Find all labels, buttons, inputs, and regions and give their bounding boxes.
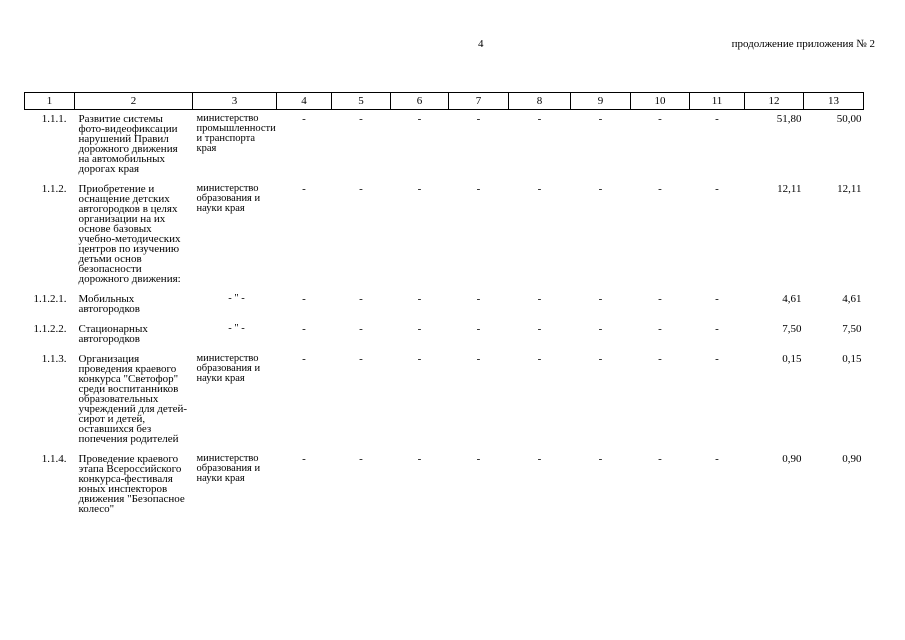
cell-value: - <box>417 293 422 305</box>
item-name: Развитие системы фото-видеофиксации нарушений Правил дорожного движения на автомобильных дорогах края <box>78 113 178 175</box>
cell-value: 12,11 <box>837 183 862 195</box>
item-name: Проведение краевого этапа Всероссийского конкурса-фестиваля юных инспекторов движения "Безопасное колесо" <box>78 453 185 515</box>
cell-value: 0,90 <box>782 453 802 465</box>
item-executor: министерство образования и науки края <box>196 453 261 484</box>
cell-value: - <box>302 183 306 195</box>
column-header: 12 <box>745 93 804 110</box>
cell-value: - <box>598 323 603 335</box>
cell-value: 50,00 <box>836 113 862 125</box>
cell-value: - <box>476 293 481 305</box>
cell-value: - <box>417 113 422 125</box>
cell-value: - <box>658 453 662 465</box>
cell-value: - <box>359 323 363 335</box>
cell-value: 7,50 <box>782 323 802 335</box>
cell-value: - <box>658 353 662 365</box>
column-header: 9 <box>571 93 631 110</box>
cell-value: - <box>476 183 481 195</box>
item-name: Приобретение и оснащение детских автогородков в целях организации на их основе базовых учебно-методических центров по изучению детьми основ безопасности дорожного движения: <box>78 183 181 285</box>
cell-value: 7,50 <box>842 323 862 335</box>
cell-value: - <box>715 113 719 125</box>
cell-value: - <box>417 353 422 365</box>
cell-value: 4,61 <box>842 293 862 305</box>
table-row <box>25 320 864 350</box>
cell-value: - <box>417 453 422 465</box>
cell-value: - <box>359 353 363 365</box>
cell-value: 0,90 <box>842 453 862 465</box>
cell-value: - <box>476 113 481 125</box>
column-header: 6 <box>391 93 449 110</box>
cell-value: - <box>537 183 542 195</box>
cell-value: - <box>537 293 542 305</box>
cell-value: 0,15 <box>782 353 802 365</box>
column-header: 8 <box>509 93 571 110</box>
cell-value: - <box>302 323 306 335</box>
table-row <box>25 110 864 181</box>
item-executor: министерство промышленности и транспорта края <box>196 113 276 154</box>
cell-value: - <box>302 113 306 125</box>
cell-value: - <box>658 293 662 305</box>
cell-value: - <box>715 323 719 335</box>
item-number: 1.1.4. <box>41 453 67 465</box>
item-name: Мобильных автогородков <box>78 293 140 315</box>
column-header: 4 <box>277 93 332 110</box>
cell-value: - <box>476 323 481 335</box>
cell-value: - <box>537 353 542 365</box>
item-number: 1.1.1. <box>41 113 67 125</box>
item-executor: - " - <box>228 323 245 334</box>
cell-value: - <box>598 453 603 465</box>
column-header: 5 <box>332 93 391 110</box>
cell-value: - <box>417 323 422 335</box>
item-number: 1.1.3. <box>41 353 67 365</box>
item-executor: министерство образования и науки края <box>196 353 261 384</box>
column-header: 2 <box>75 93 193 110</box>
cell-value: - <box>302 293 306 305</box>
cell-value: 51,80 <box>776 113 802 125</box>
cell-value: - <box>476 453 481 465</box>
cell-value: 0,15 <box>842 353 862 365</box>
cell-value: - <box>715 453 719 465</box>
column-number-header-row <box>25 93 864 110</box>
cell-value: - <box>658 113 662 125</box>
item-number: 1.1.2. <box>41 183 67 195</box>
column-header: 11 <box>690 93 745 110</box>
cell-value: - <box>715 353 719 365</box>
cell-value: 12,11 <box>777 183 802 195</box>
item-name: Стационарных автогородков <box>78 323 148 345</box>
appendix-continuation-label: продолжение приложения № 2 <box>731 38 875 50</box>
cell-value: - <box>598 183 603 195</box>
program-measures-table <box>24 92 864 520</box>
cell-value: - <box>598 293 603 305</box>
item-number: 1.1.2.2. <box>33 323 67 335</box>
column-header: 1 <box>25 93 75 110</box>
cell-value: - <box>598 353 603 365</box>
item-executor: министерство образования и науки края <box>196 183 261 214</box>
item-executor: - " - <box>228 293 245 304</box>
column-header: 13 <box>804 93 864 110</box>
cell-value: - <box>658 323 662 335</box>
table-row <box>25 350 864 450</box>
cell-value: - <box>537 113 542 125</box>
cell-value: 4,61 <box>782 293 802 305</box>
cell-value: - <box>359 183 363 195</box>
cell-value: - <box>658 183 662 195</box>
cell-value: - <box>537 453 542 465</box>
cell-value: - <box>715 293 719 305</box>
cell-value: - <box>715 183 719 195</box>
table-row <box>25 290 864 320</box>
table-row <box>25 180 864 290</box>
cell-value: - <box>359 293 363 305</box>
column-header: 10 <box>631 93 690 110</box>
item-name: Организация проведения краевого конкурса "Светофор" среди воспитанников образовательных учреждений для детей-сирот и детей, оставшихся без попечения родителей <box>78 353 188 445</box>
cell-value: - <box>359 113 363 125</box>
page-number: 4 <box>478 38 484 50</box>
cell-value: - <box>476 353 481 365</box>
cell-value: - <box>359 453 363 465</box>
cell-value: - <box>302 353 306 365</box>
column-header: 7 <box>449 93 509 110</box>
column-header: 3 <box>193 93 277 110</box>
cell-value: - <box>302 453 306 465</box>
item-number: 1.1.2.1. <box>33 293 67 305</box>
cell-value: - <box>537 323 542 335</box>
cell-value: - <box>417 183 422 195</box>
cell-value: - <box>598 113 603 125</box>
table-row <box>25 450 864 520</box>
